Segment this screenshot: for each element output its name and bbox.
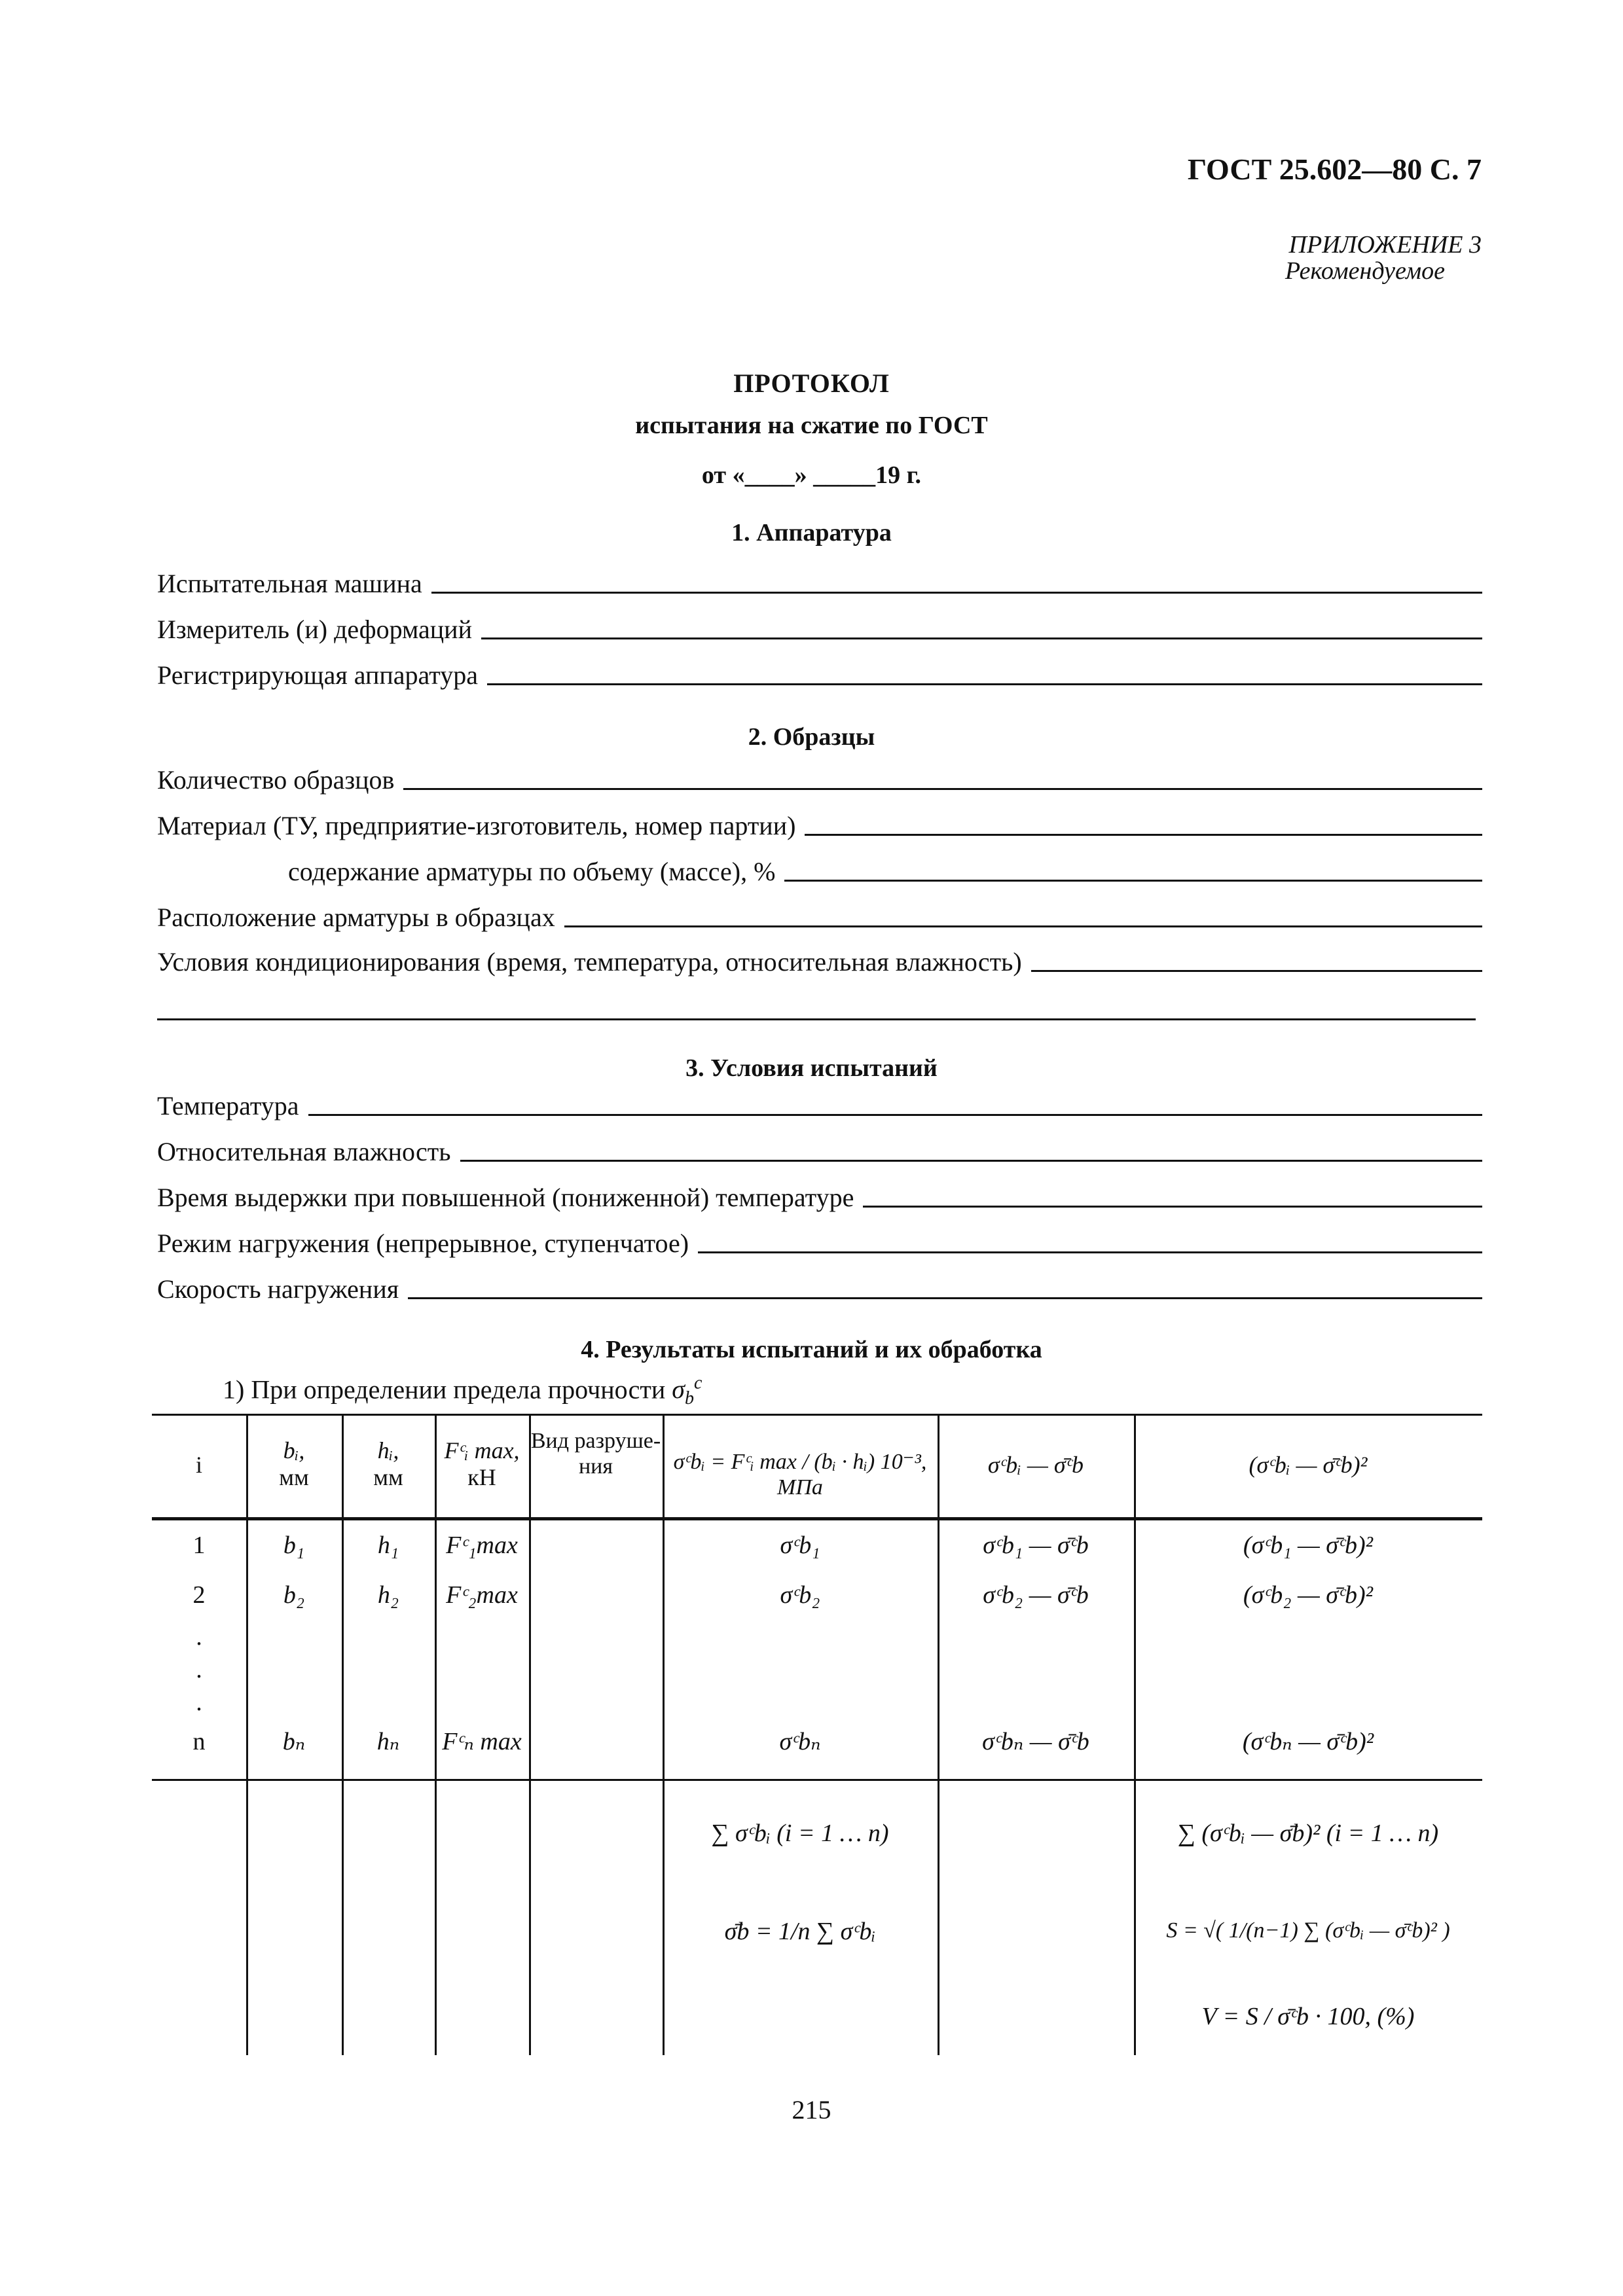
section-conditions-heading: 3. Условия испытаний bbox=[685, 1054, 938, 1082]
row1-i: 1 bbox=[192, 1532, 206, 1559]
header-f bbox=[435, 1437, 529, 1492]
field-register-label: Регистрирующая аппаратура bbox=[157, 660, 478, 690]
table-header-border bbox=[152, 1517, 1482, 1520]
sum-sigma-formula: ∑ σᶜbᵢ (i = 1 … n) bbox=[711, 1820, 889, 1847]
row1-h: h₁ bbox=[377, 1532, 399, 1559]
field-temperature-label: Температура bbox=[157, 1091, 299, 1121]
row2-sigma: σᶜb₂ bbox=[780, 1581, 820, 1609]
field-load-mode[interactable] bbox=[157, 1228, 1482, 1259]
row1-f: Fᶜ₁max bbox=[446, 1532, 518, 1559]
field-hold-time[interactable] bbox=[157, 1182, 1482, 1213]
row1-b: b₁ bbox=[283, 1532, 305, 1559]
field-conditioning-label: Условия кондиционирования (время, температура, относительная влажность) bbox=[157, 947, 1022, 977]
field-material-line[interactable] bbox=[805, 833, 1482, 836]
field-humidity-line[interactable] bbox=[460, 1159, 1482, 1162]
std-dev-formula: S = √( 1/(n−1) ∑ (σᶜbᵢ — σ̄ᶜb)² ) bbox=[1166, 1918, 1450, 1943]
field-location-line[interactable] bbox=[564, 925, 1482, 927]
header-h bbox=[342, 1437, 435, 1492]
header-h-label: hᵢ, bbox=[377, 1437, 399, 1463]
field-register-line[interactable] bbox=[487, 683, 1482, 685]
row1-sq: (σᶜb₁ — σ̄ᶜb)² bbox=[1243, 1532, 1374, 1559]
row2-i: 2 bbox=[192, 1581, 206, 1609]
protocol-title: ПРОТОКОЛ bbox=[733, 368, 890, 398]
row2-f: Fᶜ₂max bbox=[446, 1581, 518, 1609]
row-ellipsis: . bbox=[196, 1689, 202, 1716]
field-material[interactable] bbox=[157, 810, 1482, 841]
row2-sq: (σᶜb₂ — σ̄ᶜb)² bbox=[1243, 1581, 1374, 1609]
rown-diff: σᶜbₙ — σ̄ᶜb bbox=[982, 1728, 1089, 1755]
field-temperature[interactable] bbox=[157, 1090, 1482, 1121]
field-load-speed[interactable] bbox=[157, 1274, 1482, 1304]
section-apparatus-heading: 1. Аппаратура bbox=[731, 519, 892, 547]
doc-reference: ГОСТ 25.602—80 С. 7 bbox=[1187, 152, 1482, 186]
sum-sq-formula: ∑ (σᶜbᵢ — σ̄b)² (i = 1 … n) bbox=[1177, 1820, 1439, 1847]
field-count-label: Количество образцов bbox=[157, 765, 395, 795]
results-subheading-text: 1) При определении предела прочности bbox=[223, 1374, 666, 1405]
field-reinforce-line[interactable] bbox=[784, 879, 1482, 882]
rown-sq: (σᶜbₙ — σ̄ᶜb)² bbox=[1242, 1728, 1374, 1755]
page-number: 215 bbox=[792, 2095, 831, 2125]
table-summary-border bbox=[152, 1779, 1482, 1781]
mean-formula: σ̄b = 1/n ∑ σᶜbᵢ bbox=[724, 1918, 876, 1945]
table-top-border bbox=[152, 1414, 1482, 1416]
rown-b: bₙ bbox=[282, 1728, 306, 1755]
rown-sigma: σᶜbₙ bbox=[779, 1728, 821, 1755]
variation-formula: V = S / σ̄ᶜb · 100, (%) bbox=[1201, 2003, 1415, 2030]
header-h-unit: мм bbox=[373, 1464, 403, 1491]
field-material-label: Материал (ТУ, предприятие-изготовитель, номер партии) bbox=[157, 811, 796, 840]
field-temperature-line[interactable] bbox=[308, 1113, 1482, 1116]
appendix-type: Рекомендуемое bbox=[1285, 257, 1445, 285]
field-load-mode-line[interactable] bbox=[698, 1251, 1482, 1253]
field-conditioning[interactable] bbox=[157, 946, 1482, 977]
field-hold-time-label: Время выдержки при повышенной (пониженной) температуре bbox=[157, 1183, 854, 1212]
field-humidity[interactable] bbox=[157, 1136, 1482, 1167]
row1-diff: σᶜb₁ — σ̄ᶜb bbox=[983, 1532, 1089, 1559]
results-subheading bbox=[223, 1373, 702, 1409]
header-i: i bbox=[195, 1452, 202, 1478]
header-b-label: bᵢ, bbox=[283, 1437, 305, 1463]
field-machine-line[interactable] bbox=[431, 591, 1482, 594]
section-samples-heading: 2. Образцы bbox=[748, 723, 875, 751]
rown-i: n bbox=[192, 1728, 206, 1755]
header-b-unit: мм bbox=[279, 1464, 309, 1491]
field-conditioning-line[interactable] bbox=[1031, 969, 1482, 972]
field-reinforce-label: содержание арматуры по объему (массе), % bbox=[288, 857, 776, 886]
field-machine-label: Испытательная машина bbox=[157, 569, 422, 598]
header-f-label: Fᶜᵢ max, bbox=[444, 1437, 520, 1463]
sigma-symbol: $\sigma_b^c$ bbox=[672, 1373, 702, 1409]
rown-h: hₙ bbox=[376, 1728, 400, 1755]
rown-f: Fᶜₙ max bbox=[442, 1728, 522, 1755]
field-deform[interactable] bbox=[157, 614, 1482, 645]
header-f-unit: кН bbox=[467, 1464, 496, 1491]
field-load-speed-line[interactable] bbox=[408, 1297, 1482, 1299]
field-humidity-label: Относительная влажность bbox=[157, 1137, 451, 1166]
header-sigma: σᶜbᵢ = Fᶜᵢ max / (bᵢ · hᵢ) 10⁻³, МПа bbox=[673, 1450, 927, 1500]
header-vid: Вид разруше-ния bbox=[530, 1429, 661, 1479]
row2-h: h₂ bbox=[377, 1581, 399, 1609]
field-hold-time-line[interactable] bbox=[863, 1205, 1482, 1208]
field-reinforce[interactable] bbox=[288, 856, 1482, 887]
field-machine[interactable] bbox=[157, 568, 1482, 599]
field-deform-line[interactable] bbox=[481, 637, 1482, 639]
field-count-line[interactable] bbox=[403, 787, 1482, 790]
field-register[interactable] bbox=[157, 660, 1482, 691]
field-load-speed-label: Скорость нагружения bbox=[157, 1274, 399, 1304]
row1-sigma: σᶜb₁ bbox=[780, 1532, 820, 1559]
field-location[interactable] bbox=[157, 902, 1482, 933]
protocol-subtitle: испытания на сжатие по ГОСТ bbox=[635, 412, 988, 439]
table-col-divider bbox=[529, 1414, 531, 2055]
section-results-heading: 4. Результаты испытаний и их обработка bbox=[581, 1336, 1042, 1363]
row-ellipsis: . bbox=[196, 1656, 202, 1683]
field-deform-label: Измеритель (и) деформаций bbox=[157, 615, 472, 644]
field-count[interactable] bbox=[157, 764, 1482, 795]
protocol-date: от «____» _____19 г. bbox=[701, 461, 922, 489]
field-load-mode-label: Режим нагружения (непрерывное, ступенчатое) bbox=[157, 1229, 689, 1258]
appendix-label: ПРИЛОЖЕНИЕ 3 bbox=[1288, 231, 1482, 259]
header-diff: σᶜbᵢ — σ̄ᶜb bbox=[987, 1452, 1084, 1478]
field-location-label: Расположение арматуры в образцах bbox=[157, 903, 555, 932]
header-b bbox=[246, 1437, 342, 1492]
field-conditioning-continuation-line[interactable] bbox=[157, 1018, 1476, 1020]
row2-diff: σᶜb₂ — σ̄ᶜb bbox=[983, 1581, 1089, 1609]
header-sq: (σᶜbᵢ — σ̄ᶜb)² bbox=[1249, 1452, 1368, 1478]
row2-b: b₂ bbox=[283, 1581, 305, 1609]
row-ellipsis: . bbox=[196, 1623, 202, 1651]
